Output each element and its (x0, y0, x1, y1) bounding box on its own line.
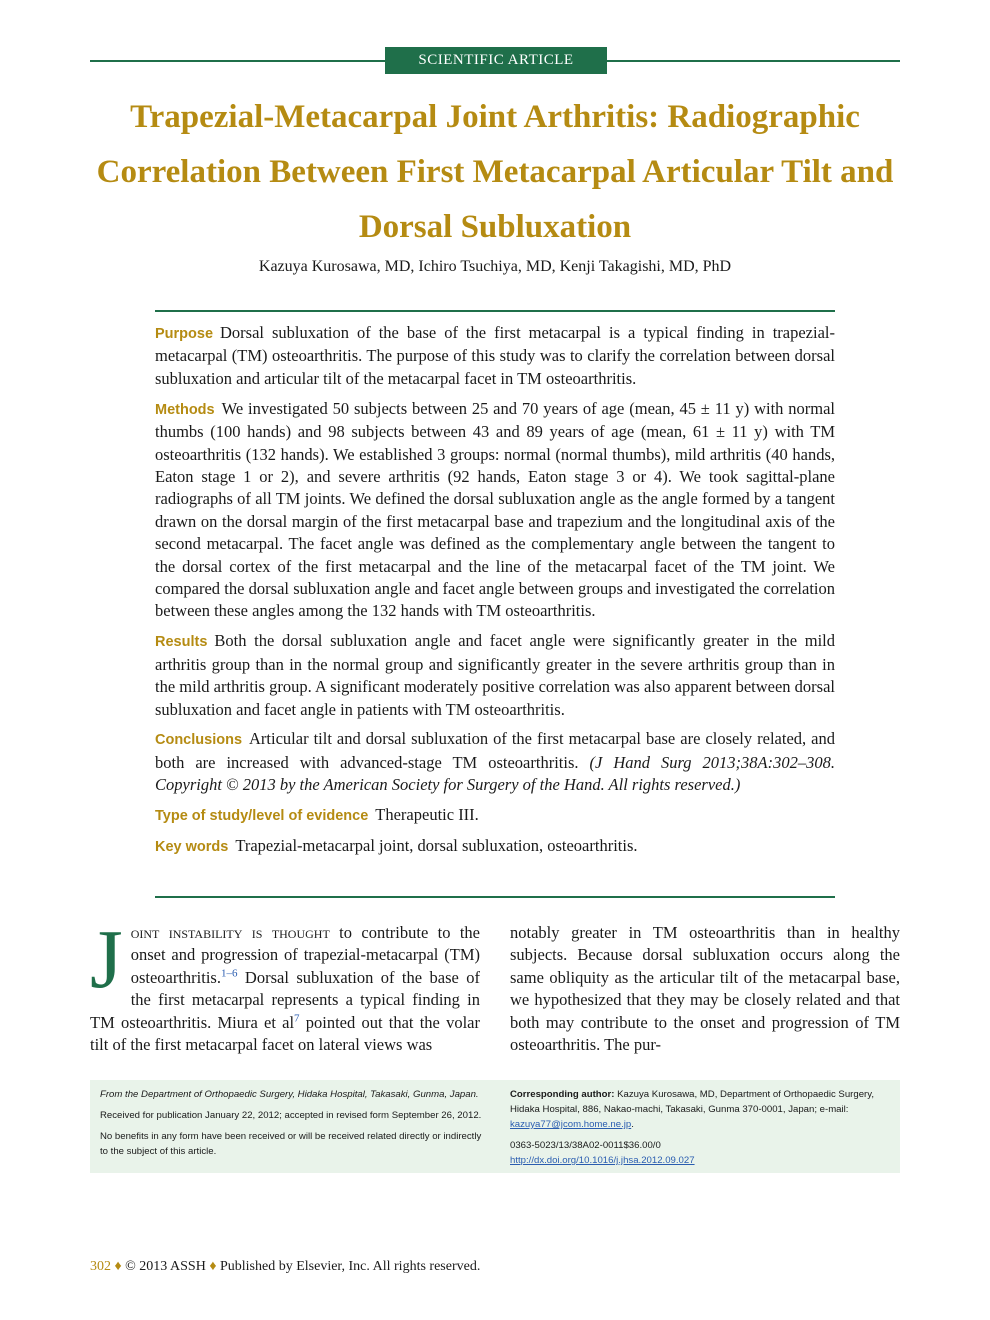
study-type-text: Therapeutic III. (375, 805, 479, 825)
intro-continued: notably greater in TM osteoarthritis than in healthy subjects. Because dorsal subluxation occurs along the same obliquity as the articular tilt of the metacarpal base, we hypothesized that they may be closely related and that both may contribute to the onset and progression of TM osteoarthritis. The pur- (510, 923, 900, 1055)
affiliation-note: From the Department of Orthopaedic Surgery, Hidaka Hospital, Takasaki, Gunma, Japan. (100, 1089, 479, 1100)
page-footer (90, 1257, 690, 1277)
corresponding-text: Kazuya Kurosawa, MD, Department of Orthopaedic Surgery, Hidaka Hospital, 886, Nakao-machi, Takasaki, Gunma 370-0001, Japan; e-mail: (510, 1089, 874, 1115)
page-number: 302 (90, 1259, 111, 1274)
intro-text-1: to contribute to the onset and progression of trapezial-metacarpal (TM) osteoarthritis. (130, 923, 480, 987)
conclusions-text: Articular tilt and dorsal subluxation of the first metacarpal base are closely related, and both are increased with advanced-stage TM osteoarthritis. (155, 729, 835, 772)
corresponding-note: Corresponding author: Kazuya Kurosawa, MD, Department of Orthopaedic Surgery, Hidaka Hospital, 886, Nakao-machi, Takasaki, Gunma 370-0001, Japan; e-mail: kazuya77@jcom.home.ne.jp. (510, 1089, 874, 1130)
corresponding-label: Corresponding author: (510, 1089, 615, 1100)
methods-text: We investigated 50 subjects between 25 and 70 years of age (mean, 45 ± 11 y) with normal thumbs (100 hands) and 98 subjects between 43 and 89 years of age (mean, 61 ± 11 y) with TM osteoarthritis (132 hands). We established 3 groups: normal (normal thumbs), mild arthritis (40 hands, Eaton stage 1 or 2), and severe arthritis (92 hands, Eaton stage 3 or 4). We took sagittal-plane radiographs of all TM joints. We defined the dorsal subluxation angle as the angle formed by a tangent drawn on the dorsal margin of the first metacarpal base and trapezium and the longitudinal axis of the second metacarpal. The facet angle was defined as the complementary angle between the tangent to the dorsal cortex of the first metacarpal and the line of the metacarpal facet of the TM joint. We compared the dorsal subluxation angle and facet angle between groups and investigated the correlation between these angles among the 132 hands with TM osteoarthritis. (155, 398, 835, 621)
drop-cap: J (90, 913, 123, 1006)
abstract-study-type (155, 804, 835, 827)
conclusions-label: Conclusions (155, 732, 243, 749)
keywords-text: Trapezial-metacarpal joint, dorsal subluxation, osteoarthritis. (235, 836, 638, 856)
methods-label: Methods (155, 401, 215, 418)
received-note: Received for publication January 22, 2012; accepted in revised form September 26, 2012. (100, 1110, 482, 1121)
keywords-label: Key words (155, 839, 229, 856)
intro-text-3: pointed out that the volar tilt of the first metacarpal facet on lateral views was (90, 1012, 480, 1055)
author-list: Kazuya Kurosawa, MD, Ichiro Tsuchiya, MD, Kenji Takagishi, MD, PhD (258, 258, 732, 275)
journal-citation: (J Hand Surg 2013;38A:302–308. Copyright © 2013 by the American Society for Surgery of the Hand. All rights reserved.) (155, 752, 835, 795)
header-rule-left (90, 60, 385, 62)
issn-note: 0363-5023/13/38A02-0011$36.00/0 (510, 1140, 661, 1151)
abstract-purpose (155, 322, 835, 390)
footnote-right (510, 1087, 892, 1168)
purpose-label: Purpose (155, 326, 214, 342)
abstract-rule-top (155, 310, 835, 312)
footer-publisher: Published by Elsevier, Inc. All rights reserved. (219, 1259, 481, 1274)
reference-link-7[interactable]: 7 (294, 1012, 300, 1025)
disclosure-note: No benefits in any form have been received or will be received related directly or indirectly to the subject of this article. (100, 1131, 482, 1157)
footer-copyright: © 2013 ASSH (125, 1259, 206, 1274)
results-label: Results (155, 634, 208, 651)
abstract-results (155, 630, 835, 721)
footer-separator-1: ♦ (114, 1259, 122, 1274)
reference-link-1-6[interactable]: 1–6 (220, 967, 238, 980)
header-rule-right (607, 60, 900, 62)
doi-link[interactable]: http://dx.doi.org/10.1016/j.jhsa.2012.09.027 (510, 1155, 695, 1166)
footnote-left (100, 1087, 485, 1159)
intro-paragraph (90, 913, 480, 1056)
abstract-rule-bottom (155, 896, 835, 898)
body-column-left (90, 913, 480, 1056)
lead-smallcaps: oint instability is thought (130, 923, 330, 942)
study-type-label: Type of study/level of evidence (155, 808, 369, 825)
results-text: Both the dorsal subluxation angle and facet angle were significantly greater in the mild arthritis group than in the normal group and significantly greater in the severe arthritis group than in the mild arthritis group. A significant moderately positive correlation was also apparent between dorsal subluxation and facet angle in patients with TM osteoarthritis. (155, 631, 835, 719)
body-column-right (510, 922, 900, 1056)
intro-text-2: Dorsal subluxation of the base of the first metacarpal represents a typical finding in TM osteoarthritis. Miura et al (90, 967, 480, 1032)
doi-line (510, 1153, 892, 1168)
footnote-box (90, 1080, 900, 1173)
footer-separator-2: ♦ (209, 1259, 217, 1274)
abstract-methods (155, 398, 835, 623)
purpose-text: Dorsal subluxation of the base of the first metacarpal is a typical finding in trapezial-metacarpal (TM) osteoarthritis. The purpose of this study was to clarify the correlation between dorsal subluxation and articular tilt of the metacarpal facet in TM osteoarthritis. (155, 323, 835, 388)
abstract-conclusions (155, 728, 835, 796)
abstract (155, 322, 835, 866)
email-link[interactable]: kazuya77@jcom.home.ne.jp (510, 1119, 632, 1130)
article-title: Trapezial-Metacarpal Joint Arthritis: Radiographic Correlation Between First Metacarpal Articular Tilt and Dorsal Subluxation (96, 99, 894, 245)
abstract-keywords (155, 835, 835, 858)
section-label: SCIENTIFIC ARTICLE (385, 47, 607, 74)
